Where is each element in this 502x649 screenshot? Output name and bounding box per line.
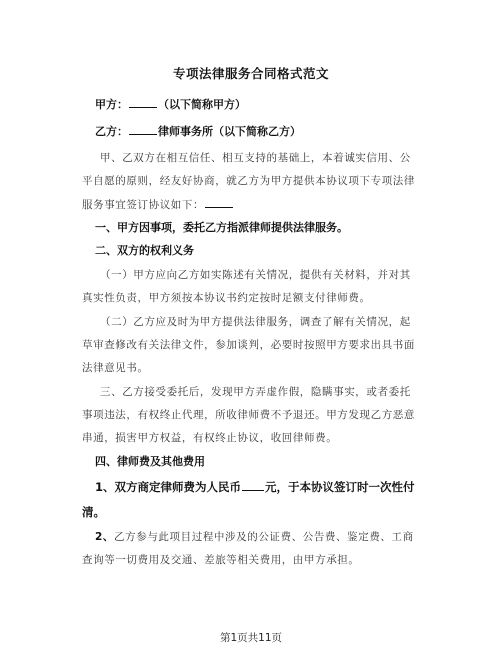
para-4-1-line-1: [95, 480, 415, 494]
party-a-note: （以下简称甲方）: [158, 98, 246, 111]
para-4-2-line-1: [95, 530, 435, 544]
para-2-2-line-1: （二）乙方应及时为甲方提供法律服务，调查了解有关情况，起: [100, 316, 411, 328]
intro-line-3-text: 服务事宜签订协议如下：: [82, 199, 205, 211]
intro-blank: [205, 197, 233, 208]
intro-line-1: 甲、乙双方在相互信任、相互支持的基础上，本着诚实信用、公: [100, 152, 411, 164]
document-title: 专项法律服务合同格式范文: [172, 66, 329, 81]
party-a-line: [95, 97, 246, 112]
para-3-line-2: 事项违法，有权终止代理，所收律师费不予退还。甲方发现乙方恶意: [82, 409, 415, 421]
page-footer: 第1页共11页: [219, 632, 283, 644]
intro-line-2: 平自愿的原则，经友好协商，就乙方为甲方提供本协议项下专项法律: [82, 175, 415, 187]
para-2-1-line-1: （一）甲方应向乙方如实陈述有关情况，提供有关材料，并对其: [100, 269, 411, 281]
para-4-1-text-a: 1、双方商定律师费为人民币: [95, 480, 242, 494]
party-b-label: 乙方：: [95, 125, 128, 138]
para-2-1-line-2: 真实性负责，甲方须按本协议书约定按时足额支付律师费。: [82, 292, 371, 304]
party-a-blank: [129, 97, 157, 108]
party-a-label: 甲方：: [95, 98, 128, 111]
para-4-2-text: 乙方参与此项目过程中涉及的公证费、公告费、鉴定费、工商: [114, 531, 414, 543]
para-2-2-line-2: 草审查修改有关法律文件，参加谈判，必要时按照甲方要求出具书面: [82, 339, 415, 351]
intro-line-3: [82, 197, 422, 212]
para-2-2-line-3: 法律意见书。: [82, 362, 149, 374]
para-3-line-1: 三、乙方接受委托后，发现甲方弄虚作假，隐瞒事实，或者委托: [100, 386, 411, 398]
section-2-heading: 二、双方的权利义务: [95, 244, 194, 257]
para-4-2-number: 2、: [95, 531, 115, 543]
para-4-1-text-b: 元，于本协议签订时一次性付: [265, 480, 415, 494]
party-b-blank: [129, 124, 157, 135]
section-4-heading: 四、律师费及其他费用: [95, 455, 205, 468]
para-4-2-line-2: 查询等一切费用及交通、差旅等相关费用，由甲方承担。: [82, 554, 360, 566]
fee-amount-blank: [242, 480, 264, 491]
party-b-line: [95, 124, 301, 139]
section-1-heading: 一、甲方因事项，委托乙方指派律师提供法律服务。: [95, 221, 348, 234]
para-3-line-3: 串通，损害甲方权益，有权终止协议，收回律师费。: [82, 432, 338, 444]
para-4-1-line-2: 清。: [82, 505, 105, 519]
party-b-note: 律师事务所（以下简称乙方）: [158, 125, 301, 138]
